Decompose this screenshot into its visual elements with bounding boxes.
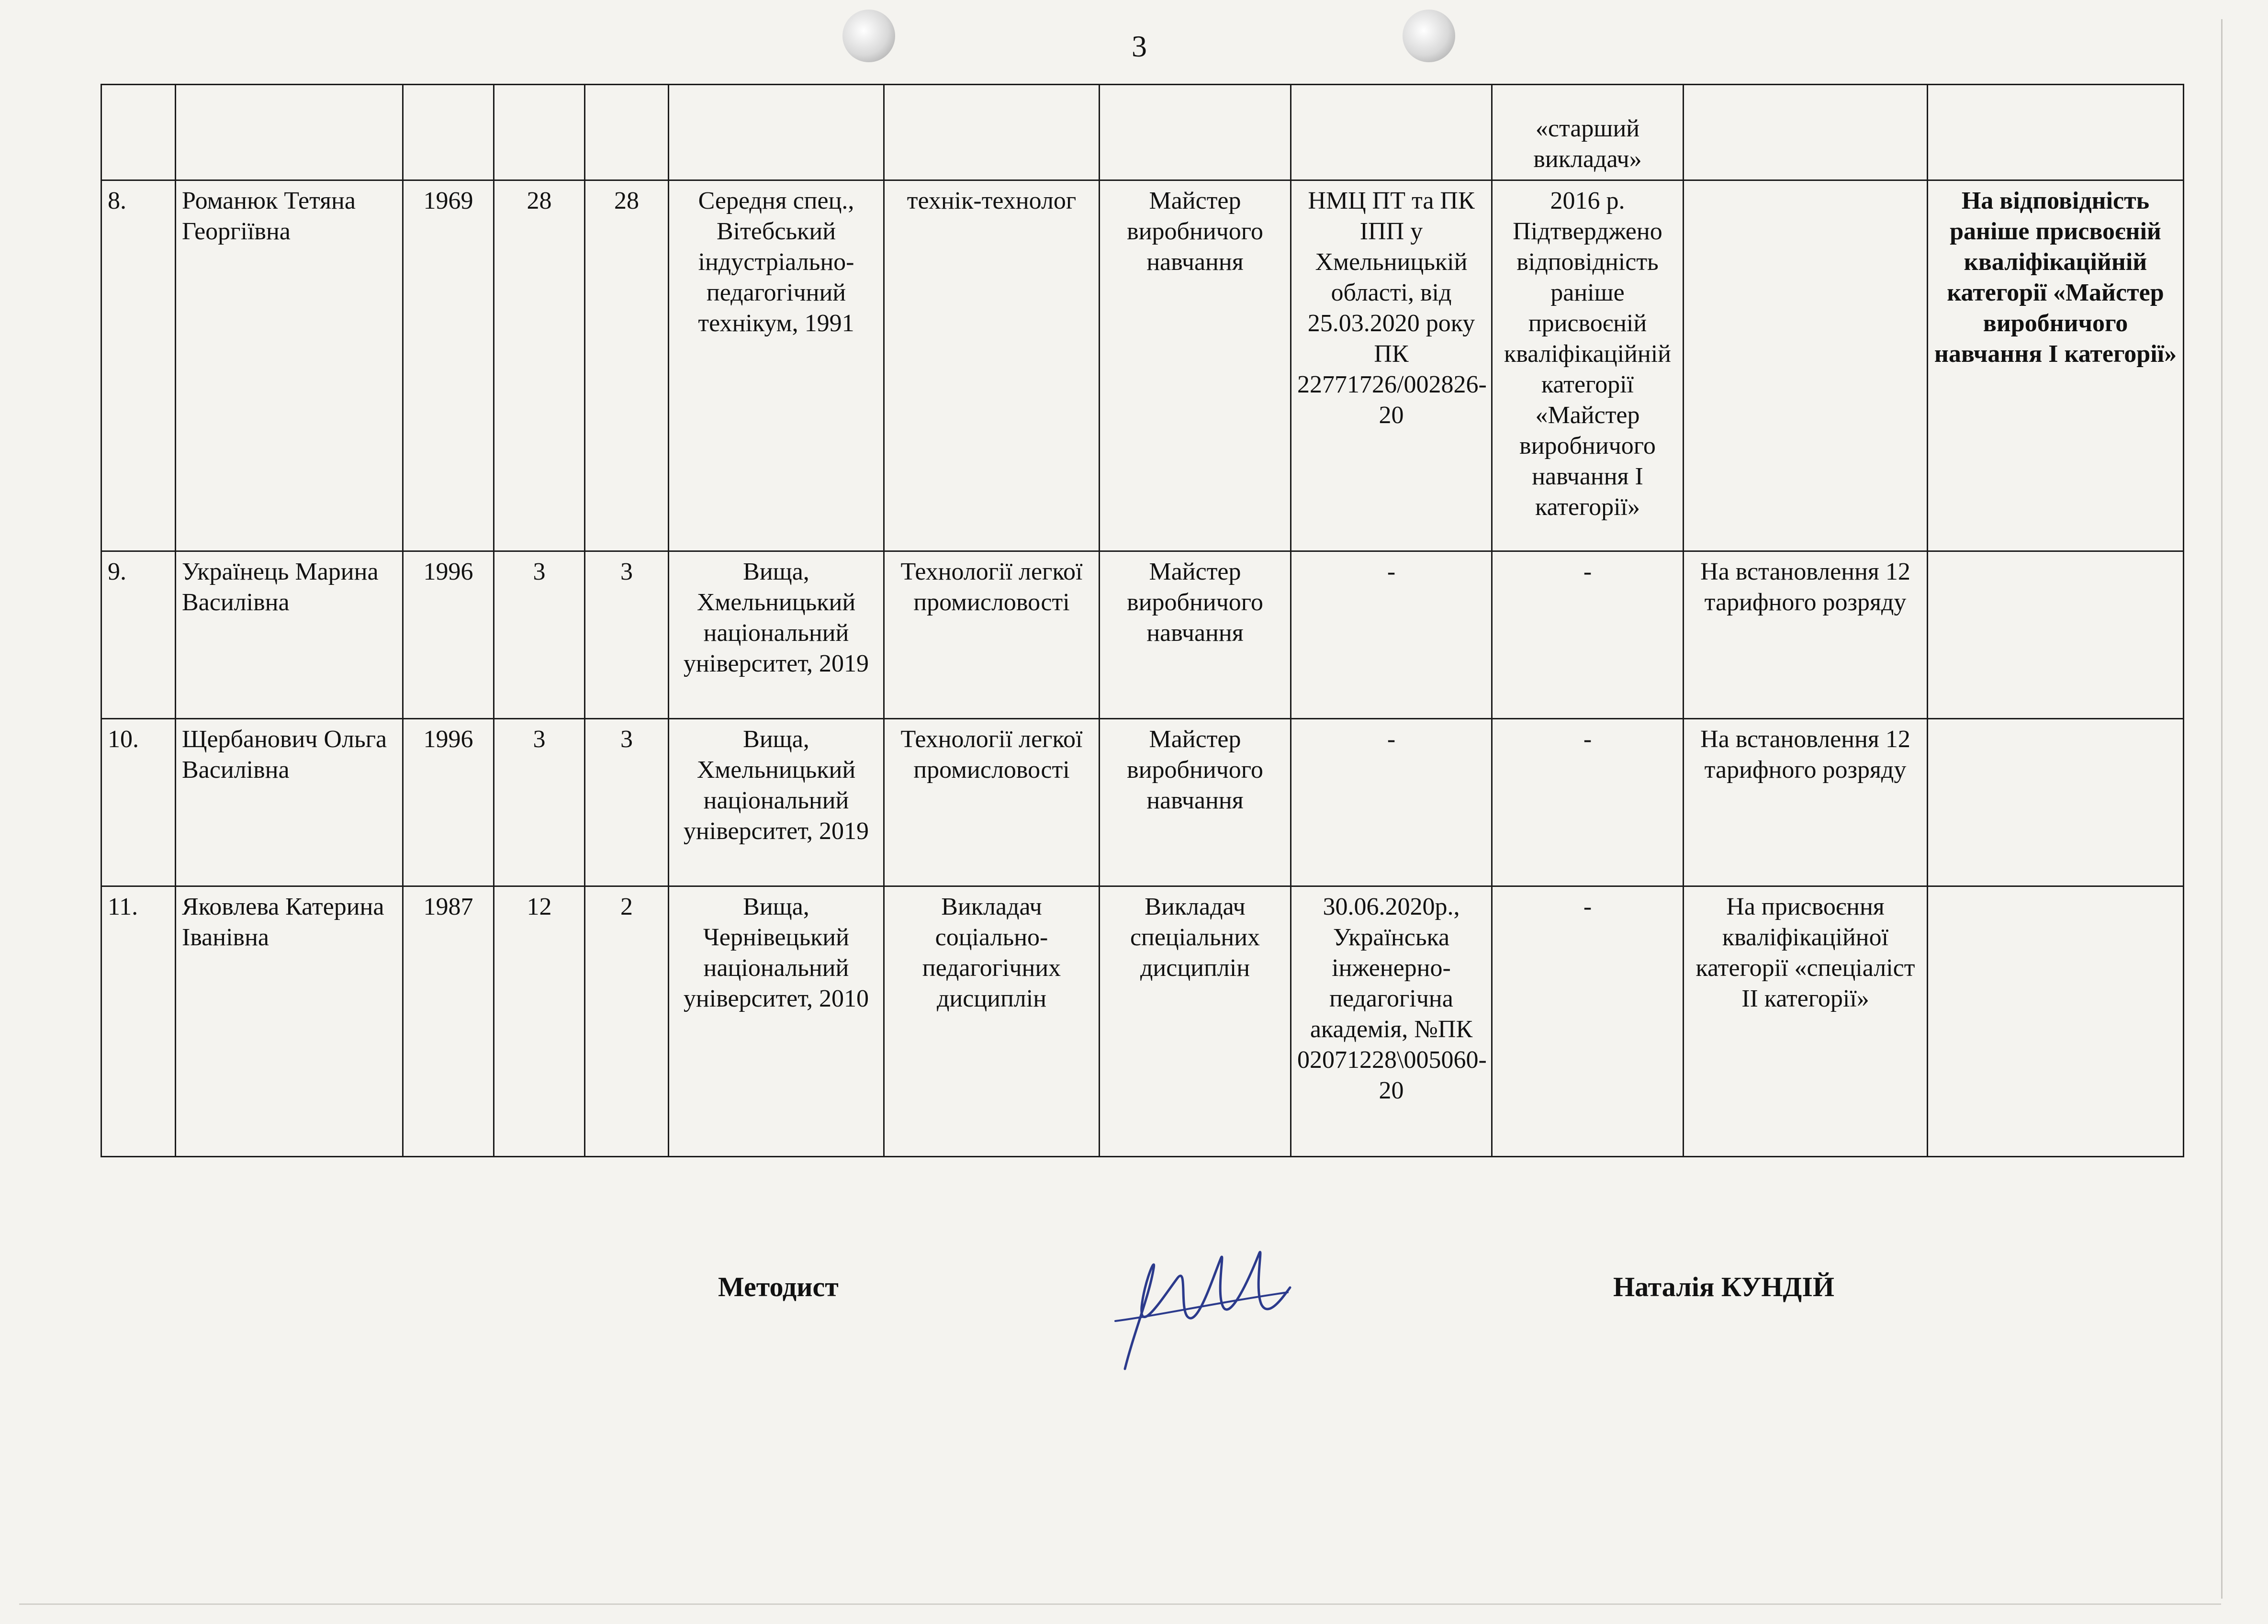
teaching-experience: 3 — [585, 719, 669, 886]
birth-year: 1969 — [403, 180, 494, 551]
position: Майстер виробничого навчання — [1100, 180, 1291, 551]
birth-year: 1996 — [403, 551, 494, 719]
previous-attestation: 2016 р. Підтверджено відповідність раніше присвоєній кваліфікаційній категорії «Майстер виробничого навчання І категорії» — [1492, 180, 1684, 551]
specialty: Технології легкої промисловості — [884, 719, 1100, 886]
total-experience: 3 — [494, 551, 585, 719]
row-number: 9. — [101, 551, 176, 719]
handwritten-signature — [1096, 1225, 1297, 1398]
personnel-table — [101, 84, 2184, 1157]
training-course: - — [1291, 551, 1492, 719]
full-name: Яковлева Катерина Іванівна — [176, 886, 403, 1157]
page-edge — [19, 1603, 2221, 1605]
page-edge — [2221, 19, 2223, 1599]
signer-position: Методист — [718, 1271, 839, 1302]
previous-attestation: - — [1492, 886, 1684, 1157]
position: Майстер виробничого навчання — [1100, 551, 1291, 719]
education: Вища, Чернівецький національний університет, 2010 — [669, 886, 884, 1157]
previous-attestation: - — [1492, 719, 1684, 886]
position: Викладач спеціальних дисциплін — [1100, 886, 1291, 1157]
table-row — [101, 180, 2184, 551]
commission-decision — [1928, 886, 2184, 1157]
full-name: Українець Марина Василівна — [176, 551, 403, 719]
row-number: 8. — [101, 180, 176, 551]
full-name: Щербанович Ольга Василівна — [176, 719, 403, 886]
previous-attestation: - — [1492, 551, 1684, 719]
training-course: 30.06.2020р., Українська інженерно-педагогічна академія, №ПК 02071228\005060-20 — [1291, 886, 1492, 1157]
commission-decision — [1928, 719, 2184, 886]
table-row — [101, 85, 2184, 180]
attestation-for — [1684, 180, 1928, 551]
training-course: НМЦ ПТ та ПК ІПП у Хмельницькій області, від 25.03.2020 року ПК 22771726/002826-20 — [1291, 180, 1492, 551]
specialty: Технології легкої промисловості — [884, 551, 1100, 719]
total-experience: 3 — [494, 719, 585, 886]
table-row — [101, 886, 2184, 1157]
birth-year: 1987 — [403, 886, 494, 1157]
teaching-experience: 28 — [585, 180, 669, 551]
table-row — [101, 719, 2184, 886]
training-course: - — [1291, 719, 1492, 886]
teaching-experience: 3 — [585, 551, 669, 719]
attestation-for: На присвоєння кваліфікаційної категорії «спеціаліст ІІ категорії» — [1684, 886, 1928, 1157]
punch-hole — [842, 10, 895, 62]
commission-decision: На відповідність раніше присвоєній кваліфікаційній категорії «Майстер виробничого навчання І категорії» — [1928, 180, 2184, 551]
specialty: Викладач соціально-педагогічних дисциплін — [884, 886, 1100, 1157]
attestation-for: На встановлення 12 тарифного розряду — [1684, 551, 1928, 719]
header-continuation-cell: «старший викладач» — [1492, 85, 1684, 180]
commission-decision — [1928, 551, 2184, 719]
education: Вища, Хмельницький національний університет, 2019 — [669, 551, 884, 719]
teaching-experience: 2 — [585, 886, 669, 1157]
education: Вища, Хмельницький національний університет, 2019 — [669, 719, 884, 886]
total-experience: 28 — [494, 180, 585, 551]
education: Середня спец., Вітебський індустріально-педагогічний технікум, 1991 — [669, 180, 884, 551]
table-row — [101, 551, 2184, 719]
row-number: 11. — [101, 886, 176, 1157]
birth-year: 1996 — [403, 719, 494, 886]
total-experience: 12 — [494, 886, 585, 1157]
specialty: технік-технолог — [884, 180, 1100, 551]
signer-name: Наталія КУНДІЙ — [1613, 1271, 1835, 1302]
row-number: 10. — [101, 719, 176, 886]
position: Майстер виробничого навчання — [1100, 719, 1291, 886]
full-name: Романюк Тетяна Георгіївна — [176, 180, 403, 551]
punch-hole — [1403, 10, 1455, 62]
page-number: 3 — [1132, 29, 1147, 63]
attestation-for: На встановлення 12 тарифного розряду — [1684, 719, 1928, 886]
